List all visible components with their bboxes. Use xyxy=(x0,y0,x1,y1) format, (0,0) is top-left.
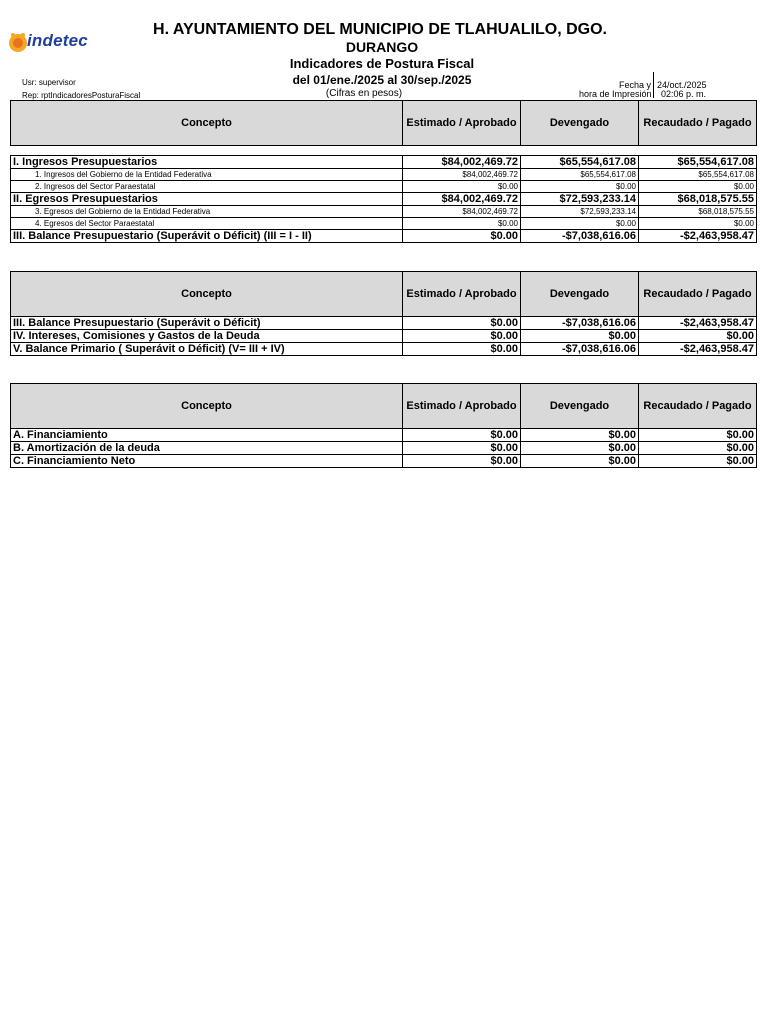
table-row: II. Egresos Presupuestarios $84,002,469.72 $72,593,233.14 $68,018,575.55 xyxy=(11,193,757,206)
col-estimado: Estimado / Aprobado xyxy=(403,272,521,317)
table-row: I. Ingresos Presupuestarios $84,002,469.72 $65,554,617.08 $65,554,617.08 xyxy=(11,156,757,169)
table-row: IV. Intereses, Comisiones y Gastos de la Deuda $0.00 $0.00 $0.00 xyxy=(11,330,757,343)
report-name: Indicadores de Postura Fiscal xyxy=(289,56,475,71)
print-date: 24/oct./2025 xyxy=(657,80,707,90)
col-concepto: Concepto xyxy=(11,101,403,146)
col-devengado: Devengado xyxy=(521,384,639,429)
col-estimado: Estimado / Aprobado xyxy=(403,384,521,429)
table-row: C. Financiamiento Neto $0.00 $0.00 $0.00 xyxy=(11,455,757,468)
fecha-label: Fecha y xyxy=(619,80,652,90)
col-recaudado: Recaudado / Pagado xyxy=(639,101,757,146)
financing-table xyxy=(10,383,757,468)
table-row: A. Financiamiento $0.00 $0.00 $0.00 xyxy=(11,429,757,442)
col-estimado: Estimado / Aprobado xyxy=(403,101,521,146)
table-row: 2. Ingresos del Sector Paraestatal $0.00 $0.00 $0.00 xyxy=(11,181,757,193)
table-row: III. Balance Presupuestario (Superávit o Déficit) $0.00 -$7,038,616.06 -$2,463,958.47 xyxy=(11,317,757,330)
table-row: V. Balance Primario ( Superávit o Déficit) (V= III + IV) $0.00 -$7,038,616.06 -$2,463,958.47 xyxy=(11,343,757,356)
table-row: 1. Ingresos del Gobierno de la Entidad Federativa $84,002,469.72 $65,554,617.08 $65,554,617.08 xyxy=(11,169,757,181)
hora-label: hora de Impresión xyxy=(579,89,652,99)
user-label: Usr: supervisor xyxy=(22,78,76,87)
col-concepto: Concepto xyxy=(11,272,403,317)
report-id-label: Rep: rptIndicadoresPosturaFiscal xyxy=(22,91,141,100)
col-recaudado: Recaudado / Pagado xyxy=(639,384,757,429)
table-row: B. Amortización de la deuda $0.00 $0.00 $0.00 xyxy=(11,442,757,455)
currency-note: (Cifras en pesos) xyxy=(325,88,403,99)
print-time: 02:06 p. m. xyxy=(661,89,707,99)
budget-table xyxy=(10,100,757,243)
logo-text: indetec xyxy=(27,31,88,50)
col-concepto: Concepto xyxy=(11,384,403,429)
col-devengado: Devengado xyxy=(521,101,639,146)
report-title: H. AYUNTAMIENTO DEL MUNICIPIO DE TLAHUALILO, DGO. xyxy=(153,21,607,38)
table-row: 4. Egresos del Sector Paraestatal $0.00 $0.00 $0.00 xyxy=(11,218,757,230)
table-row: 3. Egresos del Gobierno de la Entidad Federativa $84,002,469.72 $72,593,233.14 $68,018,575.55 xyxy=(11,206,757,218)
balance-table xyxy=(10,271,757,356)
col-recaudado: Recaudado / Pagado xyxy=(639,272,757,317)
col-devengado: Devengado xyxy=(521,272,639,317)
report-period: del 01/ene./2025 al 30/sep./2025 xyxy=(292,73,472,87)
header-divider xyxy=(653,72,654,98)
table-row: III. Balance Presupuestario (Superávit o Déficit) (III = I - II) $0.00 -$7,038,616.06 -$2,463,958.47 xyxy=(11,230,757,243)
report-state: DURANGO xyxy=(345,39,419,55)
